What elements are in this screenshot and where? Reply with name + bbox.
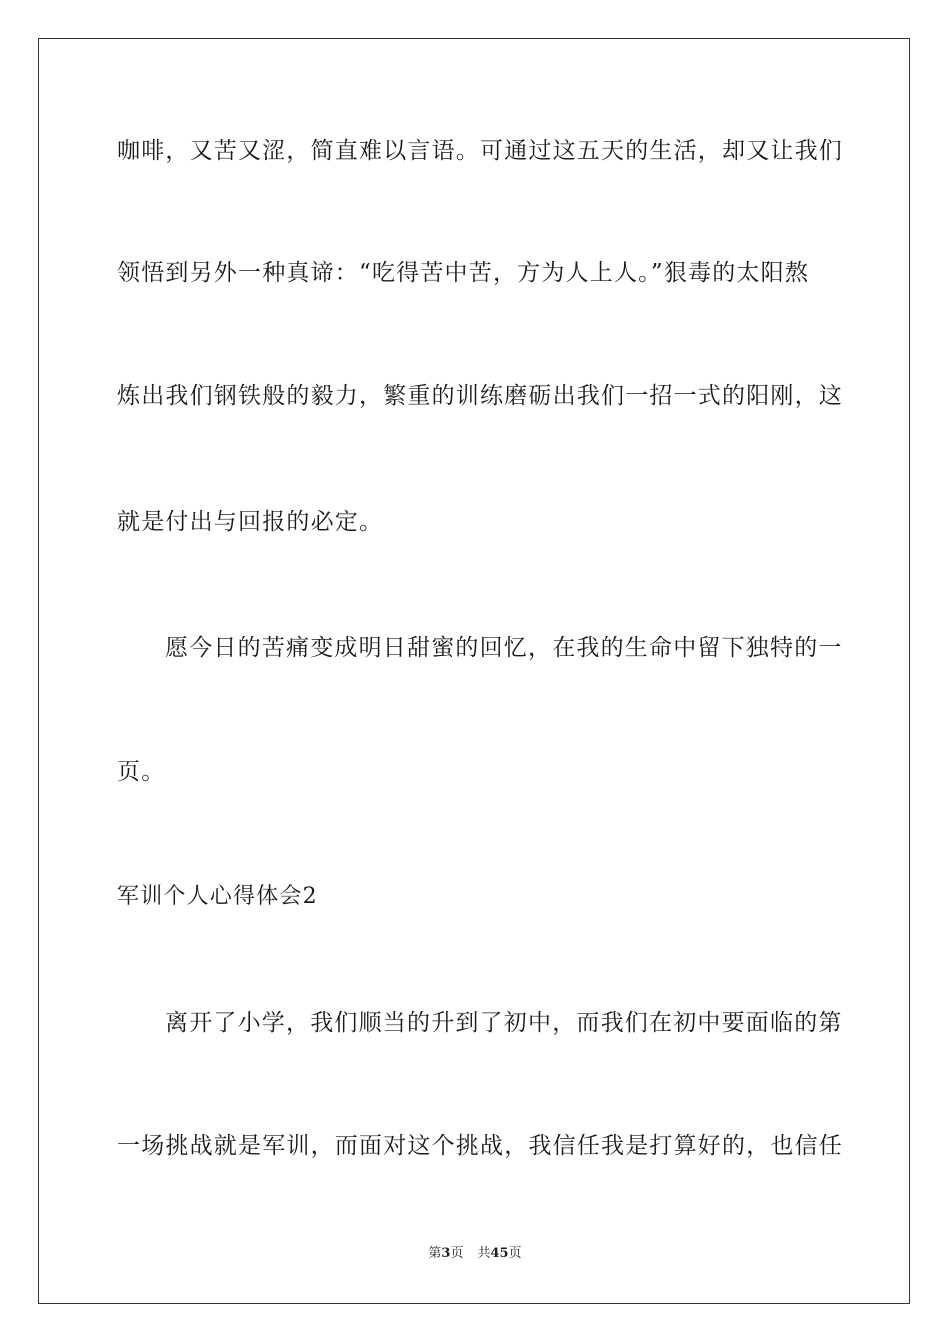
body-text-line: 就是付出与回报的必定。 [117, 509, 384, 535]
body-text-line: 页。 [117, 759, 166, 785]
paragraph-first-line: 离开了小学，我们顺当的升到了初中，而我们在初中要面临的第 [165, 1010, 843, 1036]
page-footer [0, 1245, 950, 1263]
body-text-line: 咖啡，又苦又涩，简直难以言语。可通过这五天的生活，却又让我们 [117, 138, 843, 164]
body-text-line: 炼出我们钢铁般的毅力，繁重的训练磨砺出我们一招一式的阳刚，这 [117, 383, 843, 409]
footer-page-suffix: 页 [450, 1246, 464, 1261]
footer-total-pages: 45 [490, 1246, 509, 1261]
paragraph-first-line: 愿今日的苦痛变成明日甜蜜的回忆，在我的生命中留下独特的一 [165, 635, 843, 661]
footer-total-prefix: 共 [477, 1246, 491, 1261]
footer-total-suffix: 页 [508, 1246, 522, 1261]
section-heading: 军训个人心得体会2 [117, 884, 318, 909]
footer-page-prefix: 第 [428, 1246, 442, 1261]
body-text-line: 一场挑战就是军训，而面对这个挑战，我信任我是打算好的，也信任 [117, 1133, 843, 1159]
footer-page-number: 3 [441, 1246, 451, 1261]
body-text-line: 领悟到另外一种真谛：“吃得苦中苦，方为人上人。”狠毒的太阳熬 [117, 260, 810, 286]
page-border [38, 38, 910, 1304]
